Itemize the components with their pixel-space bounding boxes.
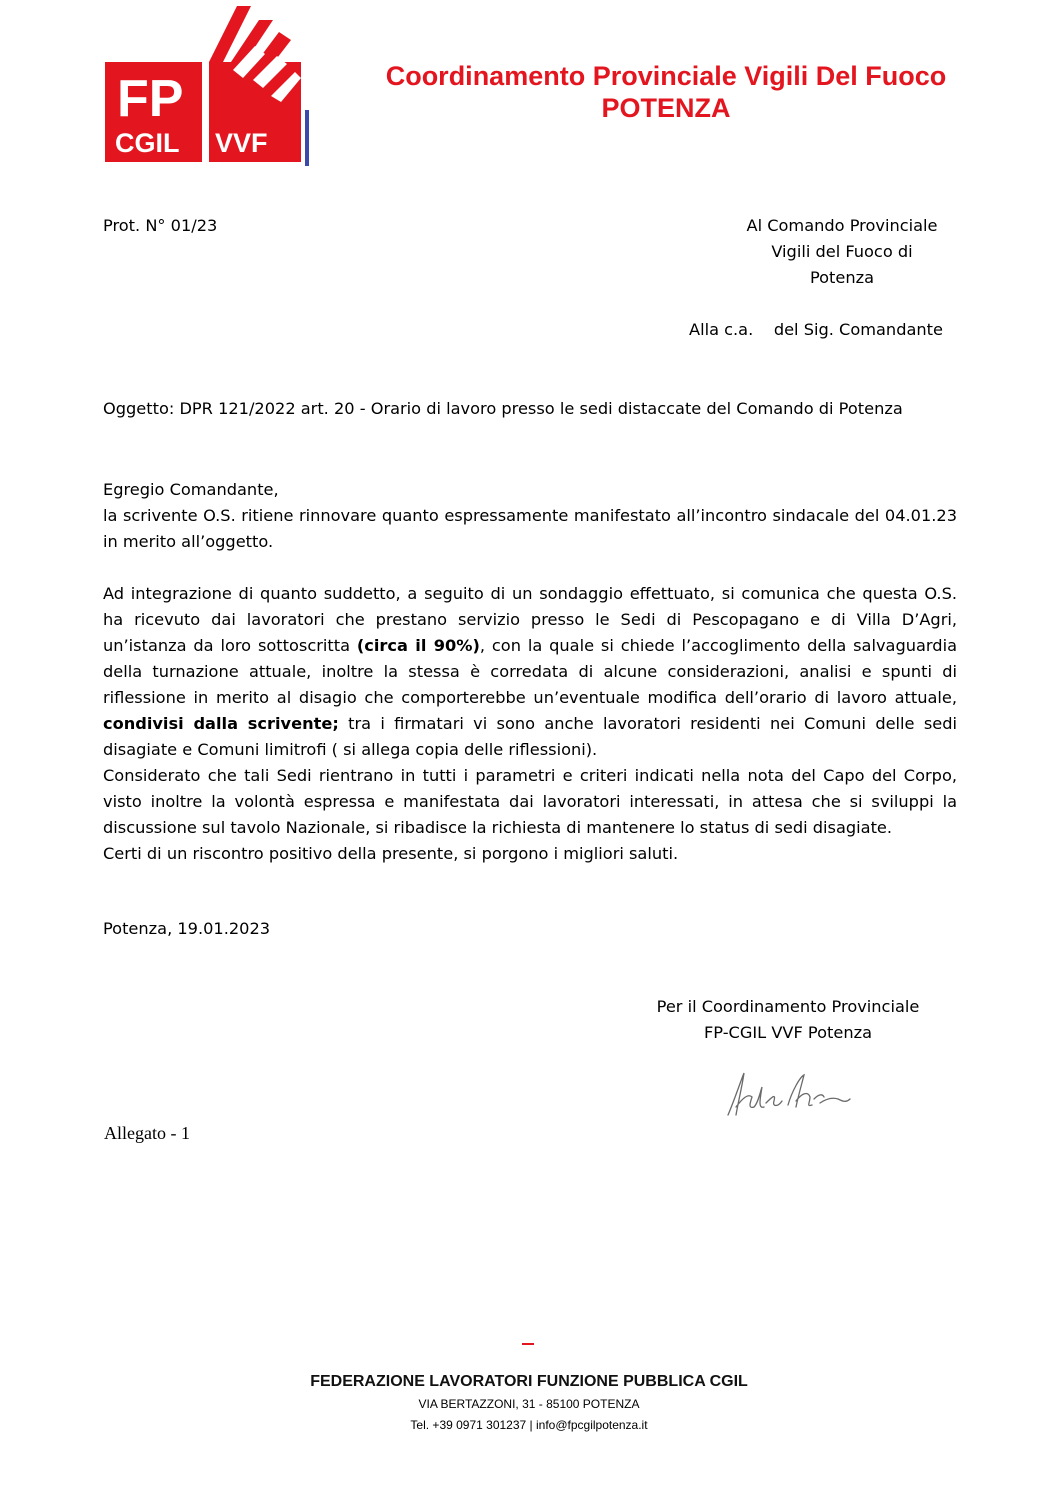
subject-line: Oggetto: DPR 121/2022 art. 20 - Orario di lavoro presso le sedi distaccate del Comando di Potenza bbox=[103, 399, 903, 418]
svg-text:FP: FP bbox=[117, 70, 184, 128]
handwritten-signature bbox=[720, 1063, 855, 1123]
paragraph-3: Considerato che tali Sedi rientrano in tutti i parametri e criteri indicati nella nota del Capo del Corpo, visto inoltre la volontà espressa e manifestata dai lavoratori interessati, in attesa che si sviluppi la discussione sul tavolo Nazionale, si ribadisce la richiesta di mantenere lo status di sedi disagiate. bbox=[103, 766, 957, 837]
closing-line: Certi di un riscontro positivo della presente, si porgono i migliori saluti. bbox=[103, 844, 679, 863]
letterhead-title-line2: POTENZA bbox=[601, 93, 731, 123]
place-date: Potenza, 19.01.2023 bbox=[103, 919, 271, 938]
signature-line1: Per il Coordinamento Provinciale bbox=[656, 997, 920, 1016]
attention-line: Alla c.a. del Sig. Comandante bbox=[689, 320, 943, 339]
signature-line2: FP-CGIL VVF Potenza bbox=[703, 1023, 873, 1042]
highlight-percentage: (circa il 90%) bbox=[356, 636, 480, 655]
recipient-block bbox=[722, 213, 962, 291]
letterhead-title bbox=[333, 60, 999, 124]
salutation: Egregio Comandante, bbox=[103, 480, 279, 499]
paragraph-1: la scrivente O.S. ritiene rinnovare quanto espressamente manifestato all’incontro sindacale del 04.01.23 in merito all’oggetto. bbox=[103, 506, 957, 551]
footer-address: VIA BERTAZZONI, 31 - 85100 POTENZA bbox=[418, 1397, 640, 1411]
recipient-line2: Vigili del Fuoco di bbox=[771, 242, 913, 261]
attachment-note: Allegato - 1 bbox=[104, 1123, 190, 1143]
footer-divider bbox=[522, 1343, 534, 1345]
letterhead-title-line1: Coordinamento Provinciale Vigili Del Fuoco bbox=[385, 61, 947, 91]
logo-graphic bbox=[105, 6, 315, 166]
recipient-line3: Potenza bbox=[809, 268, 875, 287]
svg-text:VVF: VVF bbox=[215, 128, 268, 158]
footer-organization: FEDERAZIONE LAVORATORI FUNZIONE PUBBLICA CGIL bbox=[310, 1373, 748, 1390]
signature-block bbox=[628, 994, 948, 1046]
recipient-line1: Al Comando Provinciale bbox=[746, 216, 938, 235]
paragraph-2: Ad integrazione di quanto suddetto, a seguito di un sondaggio effettuato, si comunica che questa O.S. ha ricevuto dai lavoratori che prestano servizio presso le Sedi di Pescopagano e di Villa D’Agri, un’istanza da loro sottoscritta (circa il 90%), con la quale si chiede l’accoglimento della salvaguardia della turnazione attuale, inoltre la stessa è corredata di alcune considerazioni, analisi e spunti di riflessione in merito al disagio che comporterebbe un’eventuale modifica dell’orario di lavoro attuale, condivisi dalla scrivente; tra i firmatari vi sono anche lavoratori residenti nei Comuni delle sedi disagiate e Comuni limitrofi ( si allega copia delle riflessioni). bbox=[103, 584, 957, 759]
protocol-number: Prot. N° 01/23 bbox=[103, 216, 218, 235]
letter-body bbox=[103, 477, 957, 867]
svg-text:CGIL: CGIL bbox=[115, 128, 180, 158]
fp-cgil-vvf-logo bbox=[105, 6, 315, 166]
footer-contacts: Tel. +39 0971 301237 | info@fpcgilpotenza.it bbox=[410, 1418, 648, 1432]
highlight-shared: condivisi dalla scrivente; bbox=[103, 714, 339, 733]
